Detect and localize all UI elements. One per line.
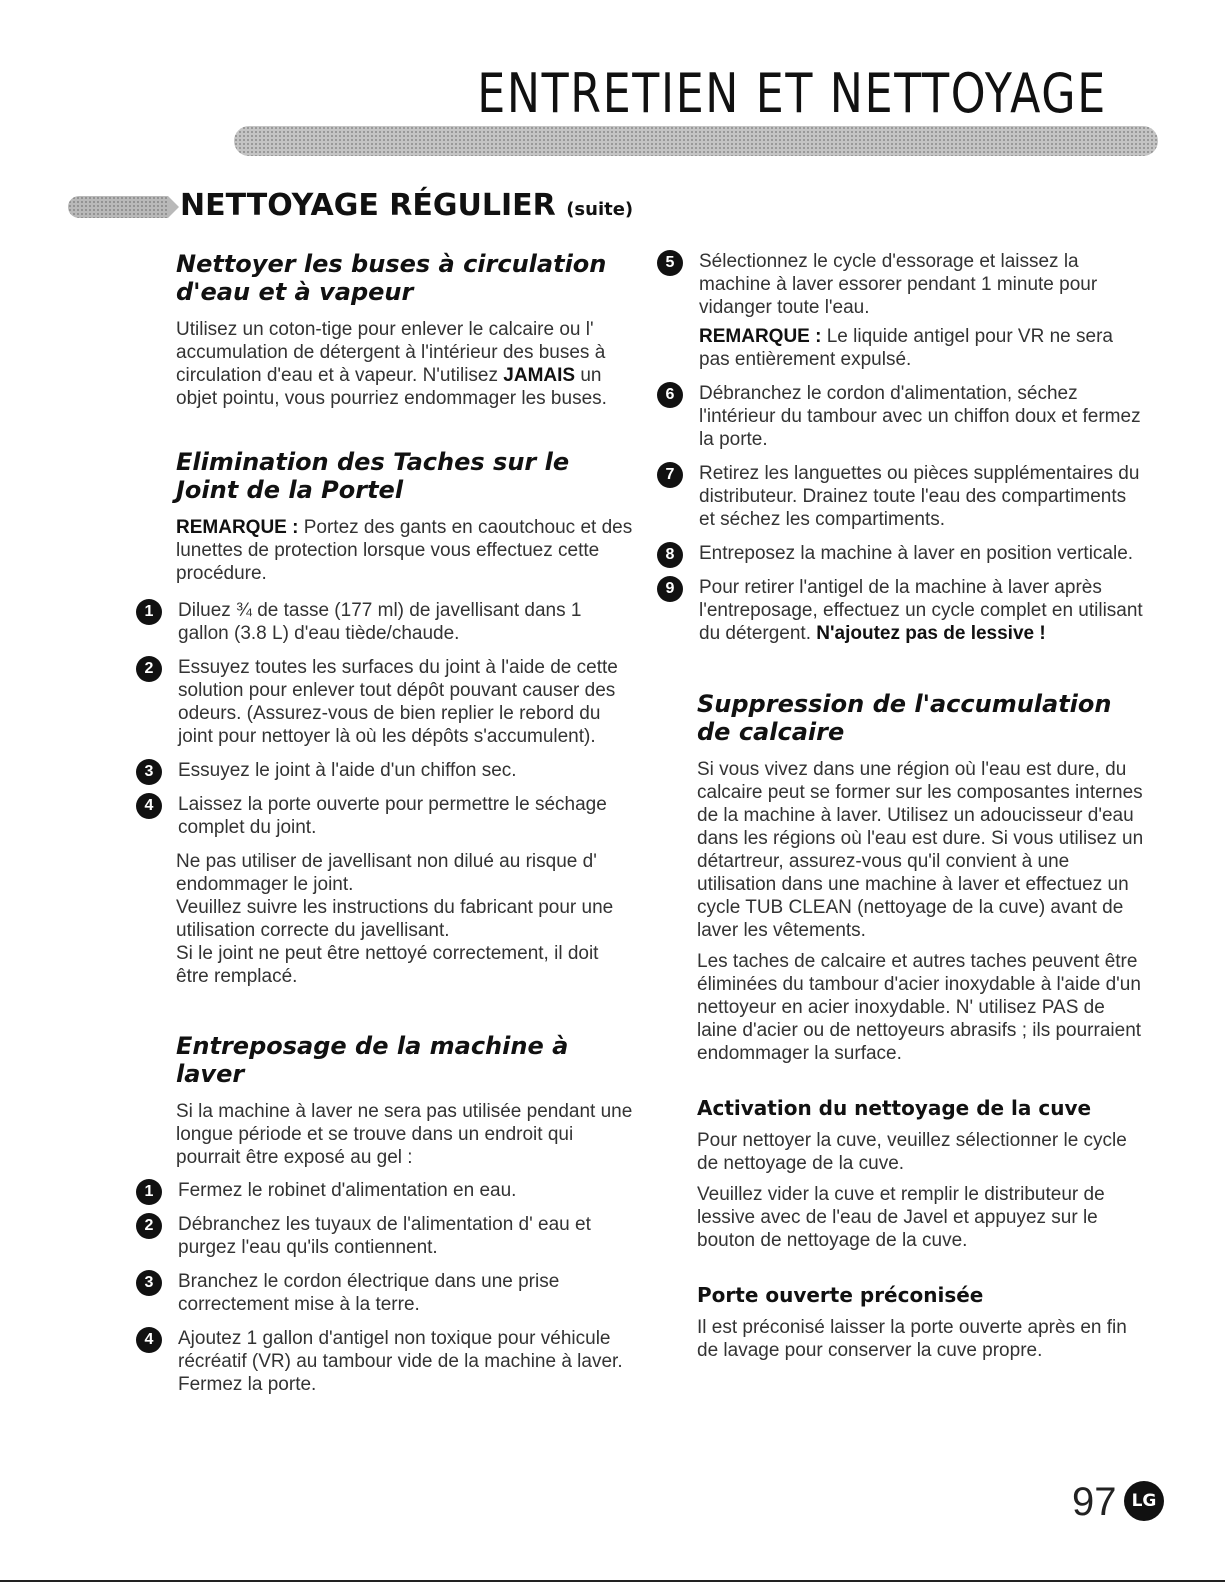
activation-p1: Pour nettoyer la cuve, veuillez sélectionner le cycle de nettoyage de la cuve. <box>697 1130 1127 1174</box>
step-5-note <box>699 325 1147 371</box>
step-number-icon: 2 <box>136 1213 162 1239</box>
step-text: Entreposez la machine à laver en position verticale. <box>699 543 1134 564</box>
taches-after-2: Veuillez suivre les instructions du fabricant pour une utilisation correcte du javellisant. <box>176 897 614 941</box>
step-number-icon: 6 <box>657 382 683 408</box>
heading-activation: Activation du nettoyage de la cuve <box>697 1096 1092 1120</box>
taches-note <box>176 516 634 585</box>
section-title-suffix: (suite) <box>566 199 634 220</box>
step-number-icon: 5 <box>657 250 683 276</box>
heading-buses: Nettoyer les buses à circulation d'eau et à vapeur <box>176 250 607 306</box>
left-column <box>144 250 634 1407</box>
entreposage-step <box>136 1270 634 1316</box>
heading-entreposage: Entreposage de la machine à laver <box>176 1032 569 1088</box>
entreposage-step-5 <box>657 250 1147 371</box>
taches-after-1: Ne pas utiliser de javellisant non dilué au risque d' endommager le joint. <box>176 851 597 895</box>
step-text: Retirez les languettes ou pièces supplémentaires du distributeur. Drainez toute l'eau des compartiments et séchez les compartiments. <box>699 463 1140 530</box>
step-number-icon: 7 <box>657 462 683 488</box>
section-marker-icon <box>68 196 168 218</box>
step-text: Fermez le robinet d'alimentation en eau. <box>178 1180 517 1201</box>
section-title <box>180 188 633 223</box>
step-number-icon: 3 <box>136 759 162 785</box>
heading-calcaire: Suppression de l'accumulation de calcaire <box>697 690 1112 746</box>
taches-step <box>136 599 634 645</box>
step-text: Pour retirer l'antigel de la machine à laver après l'entreposage, effectuez un cycle complet en utilisant du détergent. <box>699 577 1143 644</box>
heading-porte: Porte ouverte préconisée <box>697 1283 984 1307</box>
step-number-icon: 1 <box>136 599 162 625</box>
activation-p2: Veuillez vider la cuve et remplir le distributeur de lessive avec de l'eau de Javel et appuyez sur le bouton de nettoyage de la cuve. <box>697 1184 1105 1251</box>
step-number-icon: 8 <box>657 542 683 568</box>
calcaire-p1: Si vous vivez dans une région où l'eau est dure, du calcaire peut se former sur les composantes internes de la machine à laver. Utilisez un adoucisseur d'eau dans les régions où l'eau est dure. Si vous utilisez un détartreur, assurez-vous qu'il convient à une utilisation dans une machine à laver et effectuez un cycle TUB CLEAN (nettoyage de la cuve) avant de laver les vêtements. <box>697 759 1144 941</box>
step-text: Essuyez le joint à l'aide d'un chiffon sec. <box>178 760 517 781</box>
lg-logo-icon: LG <box>1124 1481 1164 1521</box>
step-text: Débranchez les tuyaux de l'alimentation d' eau et purgez l'eau qu'ils contiennent. <box>178 1214 591 1258</box>
step-number-icon: 4 <box>136 793 162 819</box>
page-number: 97 <box>1072 1480 1117 1524</box>
step-text: Essuyez toutes les surfaces du joint à l'aide de cette solution pour enlever tout dépôt pouvant causer des odeurs. (Assurez-vous de bien replier le rebord du joint pour nettoyer là où les dépôts s'accumulent). <box>178 657 618 747</box>
entreposage-step-8 <box>657 542 1147 565</box>
page-title: ENTRETIEN ET NETTOYAGE <box>477 62 1107 125</box>
title-decor-bar <box>234 126 1158 156</box>
entreposage-intro: Si la machine à laver ne sera pas utilisée pendant une longue période et se trouve dans un endroit qui pourrait être exposé au gel : <box>176 1101 633 1168</box>
step-text: Ajoutez 1 gallon d'antigel non toxique pour véhicule récréatif (VR) au tambour vide de la machine à laver. Fermez la porte. <box>178 1328 623 1395</box>
taches-after-3: Si le joint ne peut être nettoyé correctement, il doit être remplacé. <box>176 943 599 987</box>
taches-note-text: Portez des gants en caoutchouc et des lunettes de protection lorsque vous effectuez cette procédure. <box>176 517 633 584</box>
heading-taches: Elimination des Taches sur le Joint de la Portel <box>176 448 570 504</box>
calcaire-p2: Les taches de calcaire et autres taches peuvent être éliminées du tambour d'acier inoxydable à l'aide d'un nettoyeur en acier inoxydable. N' utilisez PAS de laine d'acier ou de nettoyeurs abrasifs ; ils pourraient endommager la surface. <box>697 951 1142 1064</box>
step-text: Sélectionnez le cycle d'essorage et laissez la machine à laver essorer pendant 1 minute pour vidanger toute l'eau. <box>699 251 1098 318</box>
bottom-rule <box>0 1580 1225 1582</box>
taches-step <box>136 656 634 748</box>
buses-text-bold: JAMAIS <box>503 365 576 386</box>
step-number-icon: 4 <box>136 1327 162 1353</box>
porte-p1: Il est préconisé laisser la porte ouverte après en fin de lavage pour conserver la cuve propre. <box>697 1317 1127 1361</box>
taches-step <box>136 759 634 782</box>
right-column <box>665 250 1147 1370</box>
step-5-note-label: REMARQUE : <box>699 326 822 347</box>
entreposage-step <box>136 1327 634 1396</box>
step-number-icon: 1 <box>136 1179 162 1205</box>
step-9-bold: N'ajoutez pas de lessive ! <box>816 623 1046 644</box>
section-title-text: NETTOYAGE RÉGULIER <box>180 188 556 223</box>
step-number-icon: 2 <box>136 656 162 682</box>
step-number-icon: 9 <box>657 576 683 602</box>
entreposage-step-7 <box>657 462 1147 531</box>
buses-text-b: un objet pointu, vous pourriez endommager les buses. <box>176 365 607 409</box>
step-text: Laissez la porte ouverte pour permettre le séchage complet du joint. <box>178 794 607 838</box>
step-text: Diluez ¾ de tasse (177 ml) de javellisant dans 1 gallon (3.8 L) d'eau tiède/chaude. <box>178 600 582 644</box>
step-number-icon: 3 <box>136 1270 162 1296</box>
buses-paragraph <box>176 318 634 410</box>
taches-step <box>136 793 634 839</box>
step-5-note-text: Le liquide antigel pour VR ne sera pas entièrement expulsé. <box>699 326 1113 370</box>
entreposage-step <box>136 1213 634 1259</box>
taches-note-label: REMARQUE : <box>176 517 299 538</box>
entreposage-step <box>136 1179 634 1202</box>
buses-text-a: Utilisez un coton-tige pour enlever le calcaire ou l' accumulation de détergent à l'intérieur des buses à circulation d'eau et à vapeur. N'utilisez <box>176 319 606 386</box>
entreposage-step-6 <box>657 382 1147 451</box>
entreposage-step-9 <box>657 576 1147 645</box>
step-text: Débranchez le cordon d'alimentation, séchez l'intérieur du tambour avec un chiffon doux et fermez la porte. <box>699 383 1141 450</box>
step-text: Branchez le cordon électrique dans une prise correctement mise à la terre. <box>178 1271 560 1315</box>
